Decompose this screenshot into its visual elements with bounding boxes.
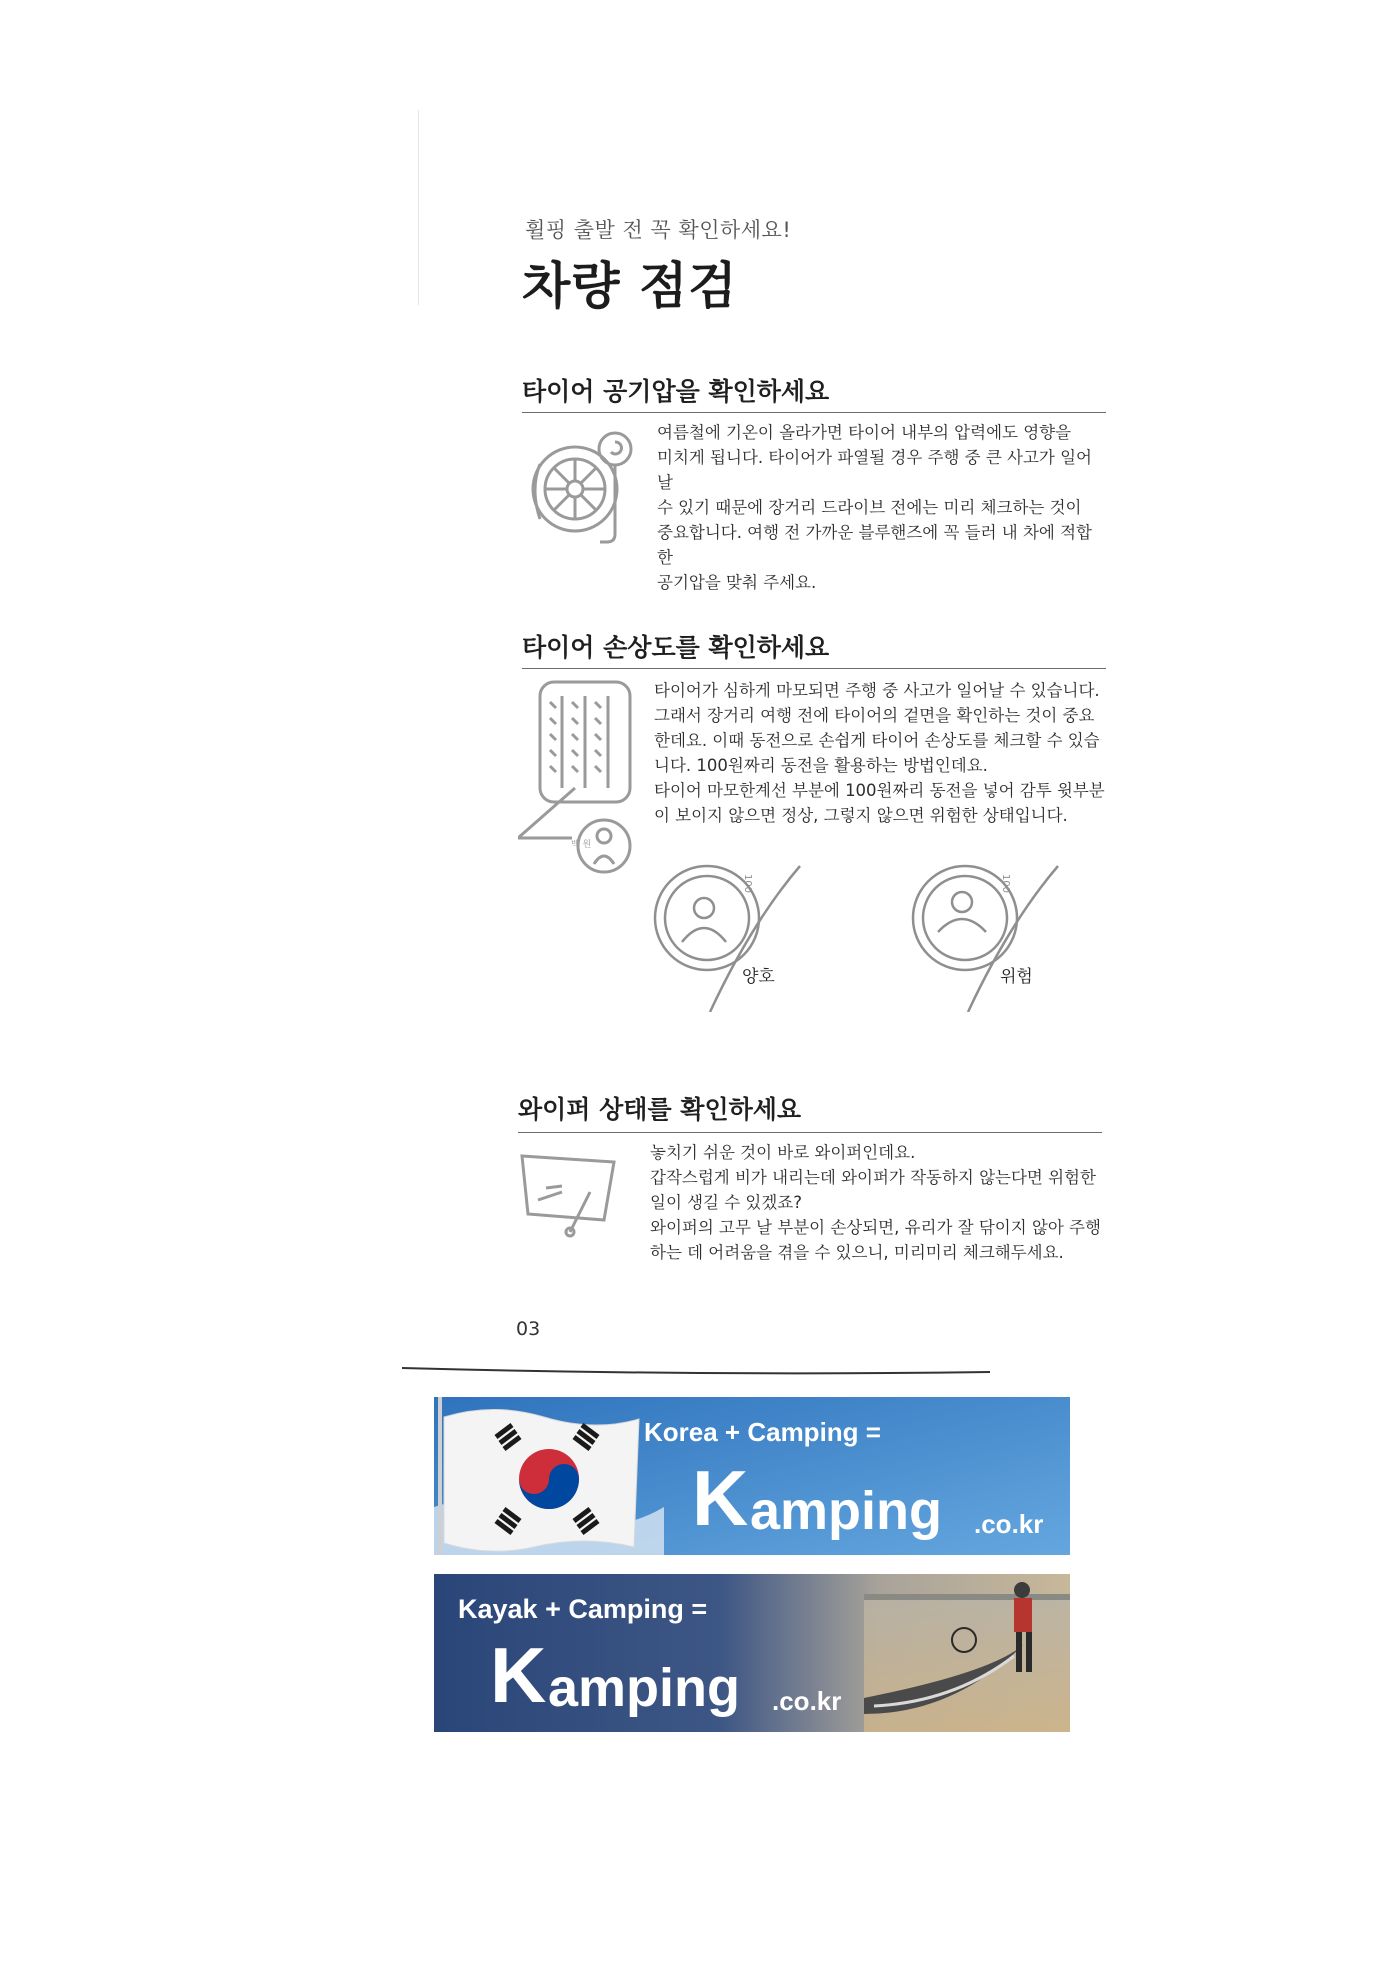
section-divider — [522, 668, 1106, 669]
banner-korea-camping[interactable] — [434, 1397, 1070, 1555]
section-body-tire-pressure — [657, 420, 1107, 595]
section-divider — [522, 412, 1106, 413]
coin-good-label: 양호 — [742, 967, 775, 987]
body-line: 하는 데 어려움을 겪을 수 있으니, 미리미리 체크해두세요. — [650, 1243, 1064, 1262]
body-line: 타이어 마모한계선 부분에 100원짜리 동전을 넣어 감투 윗부분 — [654, 781, 1105, 800]
body-line: 그래서 장거리 여행 전에 타이어의 겉면을 확인하는 것이 중요 — [654, 706, 1095, 725]
body-line: 한데요. 이때 동전으로 손쉽게 타이어 손상도를 체크할 수 있습 — [654, 731, 1100, 750]
body-line: 일이 생길 수 있겠죠? — [650, 1193, 803, 1212]
body-line: 수 있기 때문에 장거리 드라이브 전에는 미리 체크하는 것이 — [657, 498, 1082, 517]
body-line: 공기압을 맞춰 주세요. — [657, 573, 817, 592]
banner-tagline: Kayak + Camping = — [458, 1594, 708, 1624]
page-edge-line — [418, 110, 419, 305]
body-line: 미치게 됩니다. 타이어가 파열될 경우 주행 중 큰 사고가 일어날 — [657, 448, 1092, 492]
body-line: 이 보이지 않으면 정상, 그렇지 않으면 위험한 상태입니다. — [654, 806, 1068, 825]
body-line: 와이퍼의 고무 날 부분이 손상되면, 유리가 잘 닦이지 않아 주행 — [650, 1218, 1101, 1237]
body-line: 니다. 100원짜리 동전을 활용하는 방법인데요. — [654, 756, 988, 775]
section-body-tire-damage — [654, 678, 1109, 828]
coin-value-text: 100 — [1000, 873, 1012, 894]
banner-brand-k: K — [692, 1454, 749, 1542]
banner-brand-rest: amping — [750, 1481, 943, 1541]
banner-brand-domain: .co.kr — [772, 1686, 842, 1716]
section-divider — [518, 1132, 1102, 1133]
coin-danger-icon — [910, 862, 1070, 1016]
body-line: 타이어가 심하게 마모되면 주행 중 사고가 일어날 수 있습니다. — [654, 681, 1100, 700]
body-line: 여름철에 기온이 올라가면 타이어 내부의 압력에도 영향을 — [657, 423, 1072, 442]
tire-pressure-gauge-icon — [520, 424, 640, 558]
banner-tagline: Korea + Camping = — [644, 1417, 881, 1447]
body-line: 갑작스럽게 비가 내리는데 와이퍼가 작동하지 않는다면 위험한 — [650, 1168, 1096, 1187]
body-line: 놓치기 쉬운 것이 바로 와이퍼인데요. — [650, 1143, 916, 1162]
coin-good-icon — [652, 862, 812, 1016]
coin-danger-label: 위험 — [1000, 967, 1033, 987]
banner-brand-rest: amping — [548, 1658, 741, 1718]
coin-value-text: 100 — [742, 873, 754, 894]
banner-brand-k: K — [490, 1631, 547, 1719]
section-title-tire-damage: 타이어 손상도를 확인하세요 — [522, 633, 830, 662]
page-number: 03 — [516, 1318, 541, 1340]
section-title-tire-pressure: 타이어 공기압을 확인하세요 — [522, 377, 830, 406]
coin-label: 백 원 — [571, 840, 592, 850]
banner-kayak-camping[interactable] — [434, 1574, 1070, 1732]
page-subtitle: 휠핑 출발 전 꼭 확인하세요! — [525, 218, 792, 242]
banner-brand-domain: .co.kr — [974, 1509, 1044, 1539]
section-body-wiper — [650, 1140, 1110, 1265]
page-bottom-edge — [400, 1360, 1000, 1384]
section-title-wiper: 와이퍼 상태를 확인하세요 — [518, 1095, 802, 1124]
body-line: 중요합니다. 여행 전 가까운 블루핸즈에 꼭 들러 내 차에 적합한 — [657, 523, 1092, 567]
page-title: 차량 점검 — [522, 257, 738, 315]
wiper-icon — [516, 1148, 626, 1242]
tire-tread-icon — [518, 678, 638, 882]
